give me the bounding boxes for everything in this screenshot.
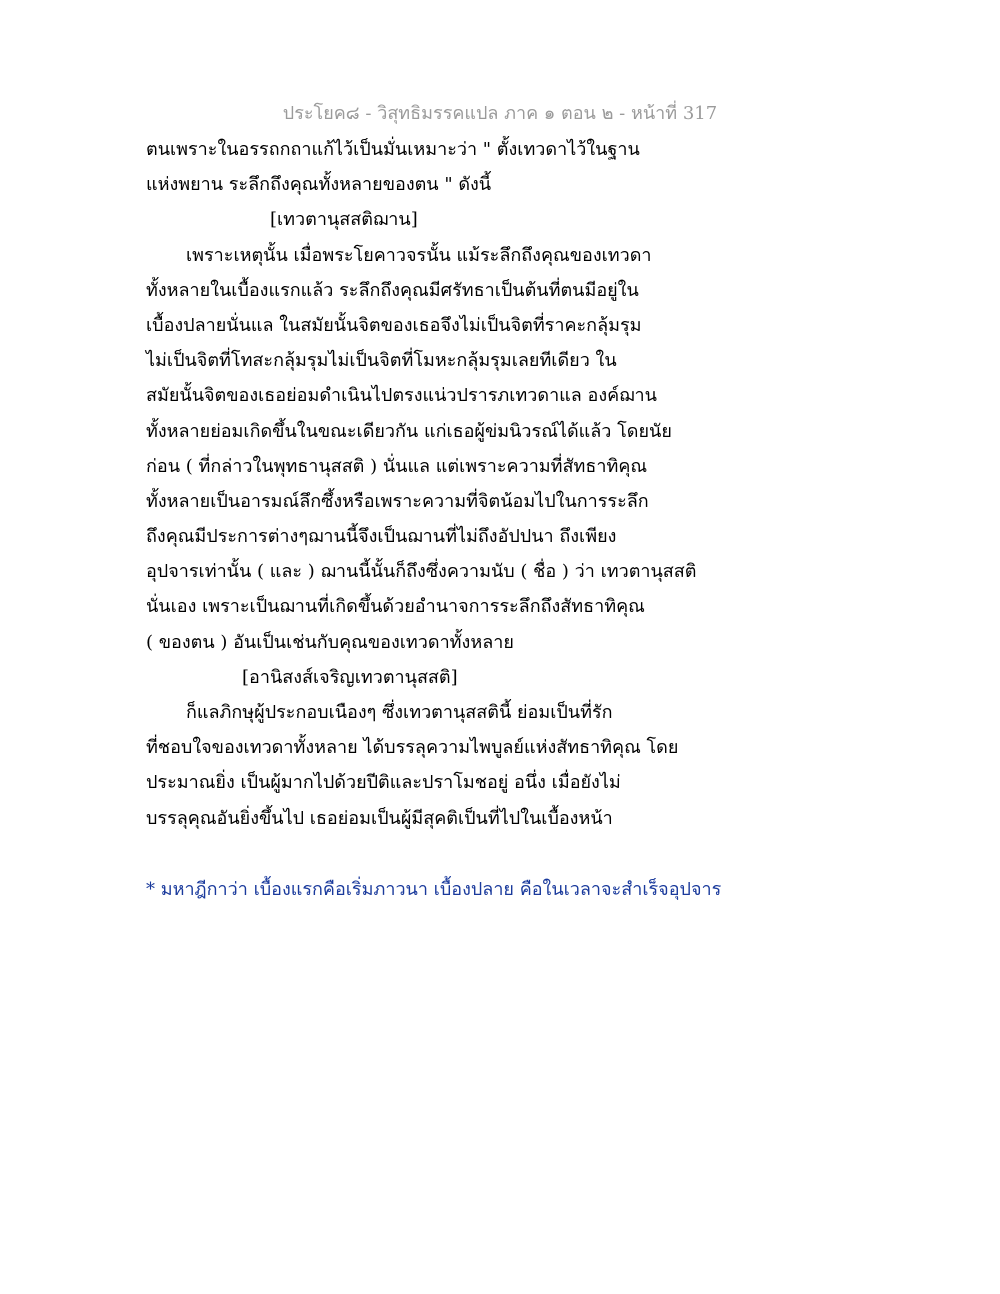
footnote-text: * มหาฎีกาว่า เบื้องแรกคือเริ่มภาวนา เบื้องปลาย คือในเวลาจะสำเร็จอุปจาร [146,879,722,900]
paragraph-line: ก็แลภิกษุผู้ประกอบเนืองๆ ซึ่งเทวตานุสสตินี้ ย่อมเป็นที่รัก [186,702,613,723]
paragraph-line: ก่อน ( ที่กล่าวในพุทธานุสสติ ) นั่นแล แต่เพราะความที่สัทธาทิคุณ [146,455,648,477]
paragraph-line: นั่นเอง เพราะเป็นฌานที่เกิดขึ้นด้วยอำนาจการระลึกถึงสัทธาทิคุณ [146,596,645,618]
paragraph-line: ทั้งหลายย่อมเกิดขึ้นในขณะเดียวกัน แก่เธอผู้ข่มนิวรณ์ได้แล้ว โดยนัย [146,420,672,442]
paragraph-line: ประมาณยิ่ง เป็นผู้มากไปด้วยปีติและปราโมชอยู่ อนึ่ง เมื่อยังไม่ [146,772,621,794]
paragraph-line: ตนเพราะในอรรถกถาแก้ไว้เป็นมั่นเหมาะว่า " ตั้งเทวดาไว้ในฐาน [146,139,640,160]
paragraph-line: ทั้งหลายในเบื้องแรกแล้ว ระลึกถึงคุณมีศรัทธาเป็นต้นที่ตนมีอยู่ใน [146,279,639,301]
section-heading-anisamsa: [อานิสงส์เจริญเทวตานุสสติ] [242,666,458,688]
paragraph-line: ( ของตน ) อันเป็นเช่นกับคุณของเทวดาทั้งหลาย [146,631,514,653]
running-header [0,98,1000,127]
paragraph-line: แห่งพยาน ระลึกถึงคุณทั้งหลายของตน " ดังนี้ [146,174,492,196]
section-heading-devatanussati-jhana: [เทวตานุสสติฌาน] [270,209,418,231]
running-title: ประโยค๘ - วิสุทธิมรรคแปล ภาค ๑ ตอน ๒ - หน้าที่ 317 [282,103,718,124]
paragraph-line: ถึงคุณมีประการต่างๆฌานนี้จึงเป็นฌานที่ไม่ถึงอัปปนา ถึงเพียง [146,526,617,548]
paragraph-line: เพราะเหตุนั้น เมื่อพระโยคาวจรนั้น แม้ระลึกถึงคุณของเทวดา [186,244,652,266]
body-text [146,132,706,836]
paragraph-line: อุปจารเท่านั้น ( และ ) ฌานนี้นั้นก็ถึงซึ่งความนับ ( ชื่อ ) ว่า เทวตานุสสติ [146,561,697,583]
paragraph-line: บรรลุคุณอันยิ่งขึ้นไป เธอย่อมเป็นผู้มีสุคติเป็นที่ไปในเบื้องหน้า [146,807,613,829]
footnote [146,874,721,903]
paragraph-line: สมัยนั้นจิตของเธอย่อมดำเนินไปตรงแน่วปรารภเทวดาแล องค์ฌาน [146,385,657,407]
paragraph-line: ไม่เป็นจิตที่โทสะกลุ้มรุมไม่เป็นจิตที่โมหะกลุ้มรุมเลยทีเดียว ใน [146,350,617,372]
paragraph-line: ทั้งหลายเป็นอารมณ์ลึกซึ้งหรือเพราะความที่จิตน้อมไปในการระลึก [146,490,649,512]
paragraph-line: ที่ชอบใจของเทวดาทั้งหลาย ได้บรรลุความไพบูลย์แห่งสัทธาทิคุณ โดย [146,737,679,759]
paragraph-line: เบื้องปลายนั่นแล ในสมัยนั้นจิตของเธอจึงไม่เป็นจิตที่ราคะกลุ้มรุม [146,314,642,336]
